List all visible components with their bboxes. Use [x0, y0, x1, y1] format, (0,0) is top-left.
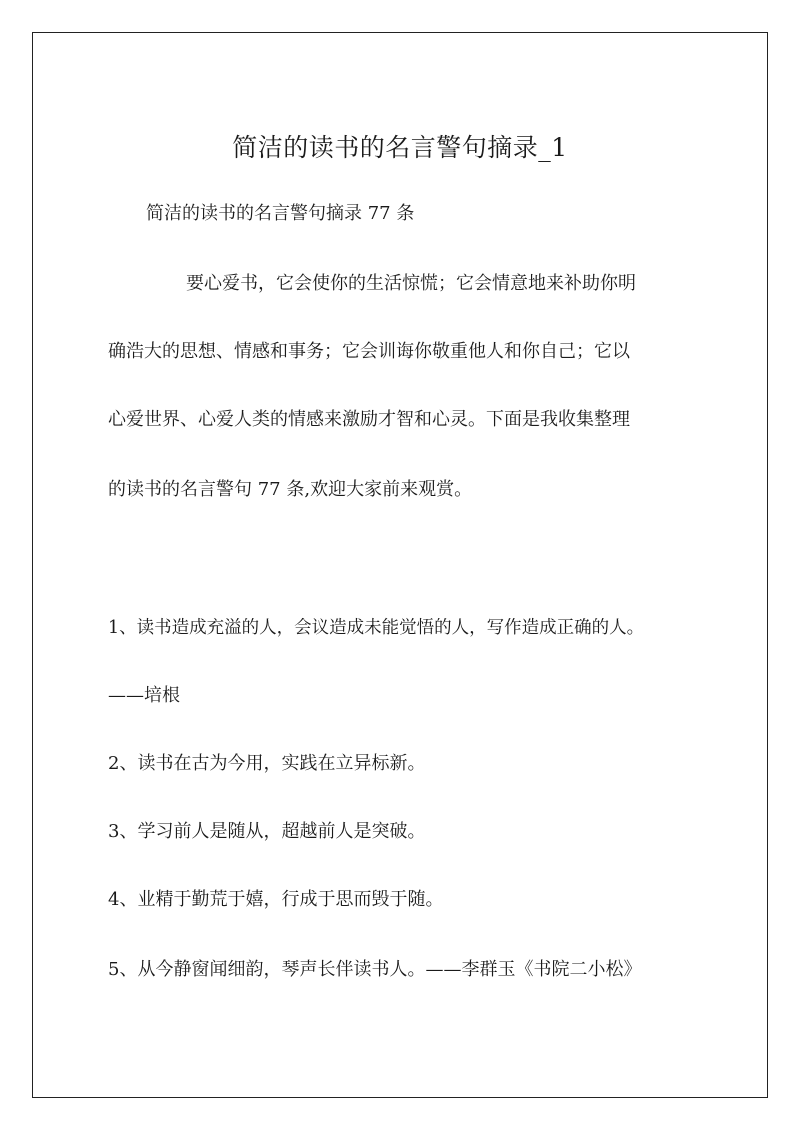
quote-5: 5、从今静窗闻细韵，琴声长伴读书人。——李群玉《书院二小松》	[108, 959, 642, 980]
page-border	[32, 32, 768, 1098]
quote-1-attribution: ——培根	[108, 685, 180, 706]
quote-3: 3、学习前人是随从，超越前人是突破。	[108, 821, 426, 842]
quote-4: 4、业精于勤荒于嬉，行成于思而毁于随。	[108, 889, 444, 910]
quote-1: 1、读书造成充溢的人，会议造成未能觉悟的人，写作造成正确的人。	[108, 618, 645, 638]
document-subtitle: 简洁的读书的名言警句摘录 77 条	[146, 203, 415, 224]
intro-line-3: 心爱世界、心爱人类的情感来激励才智和心灵。下面是我收集整理	[108, 409, 630, 430]
intro-line-1: 要心爱书，它会使你的生活惊慌；它会情意地来补助你明	[186, 273, 636, 294]
intro-line-4: 的读书的名言警句 77 条,欢迎大家前来观赏。	[108, 479, 473, 500]
intro-line-2: 确浩大的思想、情感和事务；它会训诲你敬重他人和你自己；它以	[108, 341, 630, 362]
quote-2: 2、读书在古为今用，实践在立异标新。	[108, 753, 426, 774]
document-title: 简洁的读书的名言警句摘录_1	[232, 133, 568, 162]
